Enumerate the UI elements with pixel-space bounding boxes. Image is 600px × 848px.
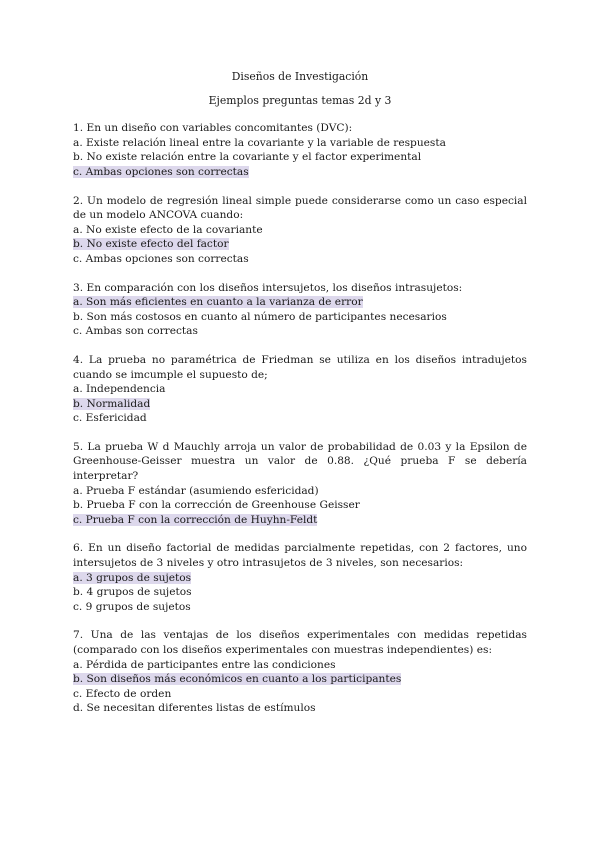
- option-c-highlighted: c. Prueba F con la corrección de Huyhn-Feldt: [73, 513, 318, 526]
- option-c: c. Efecto de orden: [73, 687, 172, 700]
- option-a-highlighted: a. Son más eficientes en cuanto a la varianza de error: [73, 296, 363, 309]
- question-stem: 4. La prueba no paramétrica de Friedman se utiliza en los diseños intradujetos cuando se imcumple el supuesto de;: [73, 353, 527, 381]
- option-a: a. Independencia: [73, 383, 166, 396]
- options-list: [73, 571, 527, 615]
- question-2: [73, 194, 527, 267]
- question-stem: 3. En comparación con los diseños intersujetos, los diseños intrasujetos:: [73, 281, 463, 294]
- options-list: [73, 382, 527, 426]
- option-c: c. 9 grupos de sujetos: [73, 600, 191, 613]
- question-stem: 6. En un diseño factorial de medidas parcialmente repetidas, con 2 factores, uno intersujetos de 3 niveles y otro intrasujetos de 3 niveles, son necesarios:: [73, 542, 527, 570]
- option-a: a. Existe relación lineal entre la covariante y la variable de respuesta: [73, 136, 446, 149]
- option-b: b. Son más costosos en cuanto al número de participantes necesarios: [73, 310, 447, 323]
- option-d: d. Se necesitan diferentes listas de estímulos: [73, 702, 316, 715]
- option-b-highlighted: b. Normalidad: [73, 397, 151, 410]
- option-c-highlighted: c. Ambas opciones son correctas: [73, 165, 249, 178]
- option-a: a. No existe efecto de la covariante: [73, 223, 263, 236]
- question-4: [73, 353, 527, 426]
- options-list: [73, 658, 527, 716]
- option-a-highlighted: a. 3 grupos de sujetos: [73, 571, 192, 584]
- question-stem: 1. En un diseño con variables concomitantes (DVC):: [73, 122, 353, 135]
- option-b: b. Prueba F con la corrección de Greenhouse Geisser: [73, 499, 360, 512]
- question-6: [73, 541, 527, 614]
- options-list: [73, 295, 527, 339]
- option-b-highlighted: b. Son diseños más económicos en cuanto a los participantes: [73, 673, 402, 686]
- question-7: [73, 628, 527, 716]
- question-stem: 2. Un modelo de regresión lineal simple puede considerarse como un caso especial de un modelo ANCOVA cuando:: [73, 194, 527, 222]
- options-list: [73, 136, 527, 180]
- options-list: [73, 484, 527, 528]
- question-1: [73, 121, 527, 179]
- document-title: Diseños de Investigación: [231, 70, 369, 83]
- option-a: a. Prueba F estándar (asumiendo esfericidad): [73, 484, 319, 497]
- option-b: b. No existe relación entre la covariante y el factor experimental: [73, 151, 422, 164]
- option-b: b. 4 grupos de sujetos: [73, 586, 192, 599]
- question-stem: 5. La prueba W d Mauchly arroja un valor de probabilidad de 0.03 y la Epsilon de Greenhouse-Geisser muestra un valor de 0.88. ¿Qué prueba F se debería interpretar?: [73, 440, 527, 483]
- question-3: [73, 281, 527, 339]
- option-c: c. Ambas son correctas: [73, 325, 198, 338]
- document-subtitle: Ejemplos preguntas temas 2d y 3: [208, 93, 392, 107]
- option-b-highlighted: b. No existe efecto del factor: [73, 238, 229, 251]
- options-list: [73, 223, 527, 267]
- option-c: c. Ambas opciones son correctas: [73, 252, 249, 265]
- question-stem: 7. Una de las ventajas de los diseños experimentales con medidas repetidas (comparado con los diseños experimentales con muestras independientes) es:: [73, 629, 527, 656]
- option-a: a. Pérdida de participantes entre las condiciones: [73, 658, 336, 671]
- question-5: [73, 440, 527, 528]
- option-c: c. Esfericidad: [73, 412, 147, 425]
